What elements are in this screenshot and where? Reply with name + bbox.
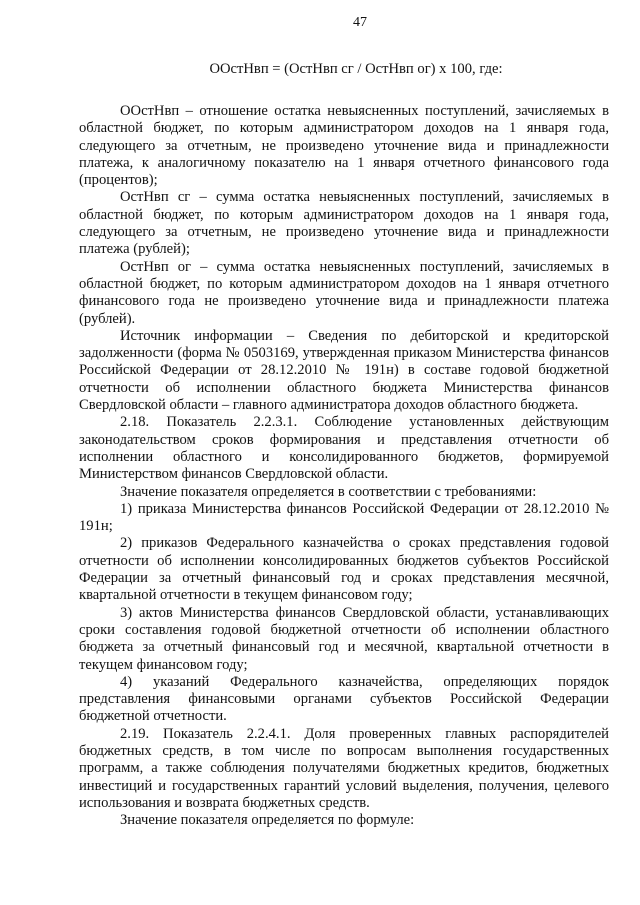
paragraph-information-source: Источник информации – Сведения по дебиторской и кредиторской задолженности (форма № 0503169, утвержденная приказом Министерства финансов Российской Федерации от 28.12.2010 № 191н) в составе годовой бюджетной отчетности об исполнении областного бюджета Министерства финансов Свердловской области – главного администратора доходов областного бюджета. bbox=[79, 327, 609, 414]
paragraph-section-2-18: 2.18. Показатель 2.2.3.1. Соблюдение установленных действующим законодательством сроков формирования и представления отчетности об исполнении областного и консолидированного бюджетов, формируемой Министерством финансов Свердловской области. bbox=[79, 414, 609, 483]
paragraph-requirements-intro: Значение показателя определяется в соответствии с требованиями: bbox=[120, 483, 537, 500]
list-item-3: 3) актов Министерства финансов Свердловской области, устанавливающих сроки составления годовой бюджетной отчетности об исполнении областного бюджета за отчетный финансовый год и месячной, квартальной отчетности в текущем финансовом году; bbox=[79, 604, 609, 673]
page-number: 47 bbox=[353, 15, 367, 30]
list-item-4: 4) указаний Федерального казначейства, определяющих порядок представления финансовыми органами субъектов Российской Федерации бюджетной отчетности. bbox=[79, 673, 609, 725]
list-item-1: 1) приказа Министерства финансов Российской Федерации от 28.12.2010 № 191н; bbox=[79, 500, 609, 535]
paragraph-formula-intro: Значение показателя определяется по формуле: bbox=[120, 812, 415, 829]
paragraph-oostnvp-definition: ООстНвп – отношение остатка невыясненных поступлений, зачисляемых в областной бюджет, по которым администратором доходов на 1 января года, следующего за отчетным, не произведено уточнение вида и принадлежности платежа, к аналогичному показателю на 1 января отчетного финансового года (процентов); bbox=[79, 103, 609, 189]
paragraph-ostnvp-sg-definition: ОстНвп сг – сумма остатка невыясненных поступлений, зачисляемых в областной бюджет, по которым администратором доходов на 1 января года, следующего за отчетным, не произведено уточнение вида и принадлежности платежа (рублей); bbox=[79, 189, 609, 258]
list-item-2: 2) приказов Федерального казначейства о сроках представления годовой отчетности об исполнении консолидированных бюджетов субъектов Российской Федерации за отчетный финансовый год и сроках представления месячной, квартальной отчетности в текущем финансовом году; bbox=[79, 535, 609, 604]
paragraph-section-2-19: 2.19. Показатель 2.2.4.1. Доля проверенных главных распорядителей бюджетных средств, в том числе по вопросам выполнения государственных программ, а также соблюдения получателями бюджетных кредитов, бюджетных инвестиций и государственных гарантий условий выделения, получения, целевого использования и возврата бюджетных средств. bbox=[79, 725, 609, 811]
formula: ООстНвп = (ОстНвп сг / ОстНвп ог) х 100, где: bbox=[209, 61, 503, 77]
paragraph-ostnvp-og-definition: ОстНвп ог – сумма остатка невыясненных поступлений, зачисляемых в областной бюджет, по которым администратором доходов на 1 января отчетного финансового года не произведено уточнение вида и принадлежности платежа (рублей). bbox=[79, 258, 609, 327]
